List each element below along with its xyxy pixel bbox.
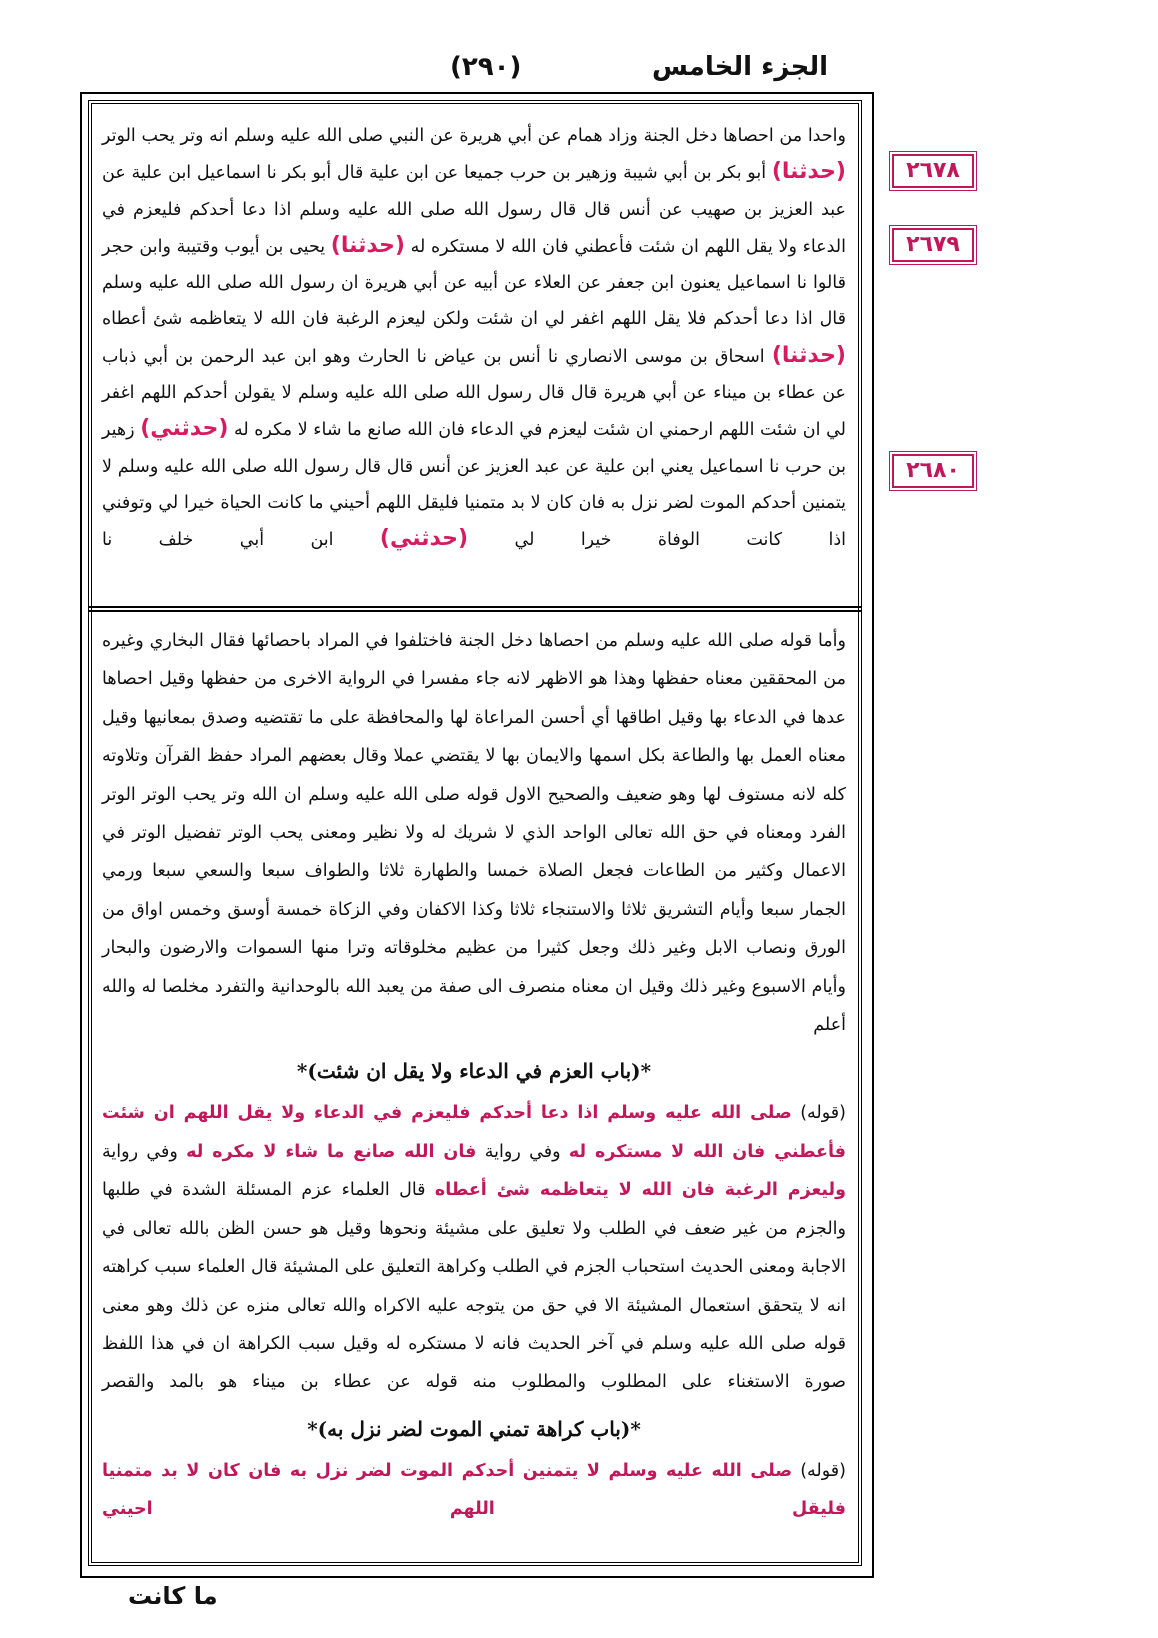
commentary-section [102,622,846,1552]
quoted-matn: فان الله صانع ما شاء لا مكره له [186,1141,477,1162]
main-text-section [102,118,846,596]
commentary-paragraph-3 [102,1452,846,1529]
page-section-title: الجزء الخامس [652,52,828,82]
quoted-matn: وليعزم الرغبة فان الله لا يتعاظمه شئ أعطاه [434,1180,846,1201]
haddathana-marker: (حدثنا) [330,232,405,258]
chapter-heading-2: *(باب كراهة تمني الموت لضر نزل به)* [307,1416,641,1441]
haddathana-marker: (حدثني) [379,526,469,552]
commentary-paragraph-2 [102,1094,846,1401]
main-text-run: ابن أبي خلف نا [102,530,380,551]
hadith-number-2679: ٢٦٧٩ [892,228,974,262]
haddathana-marker: (حدثنا) [771,342,846,368]
chapter-heading-1: *(باب العزم في الدعاء ولا يقل ان شئت)* [296,1059,652,1084]
page-number: (٢٩٠) [450,52,522,82]
footer-catchword: ما كانت [128,1582,218,1610]
qawluhu-label: (قوله) [791,1103,846,1124]
main-text-run: زهير بن حرب نا اسماعيل يعني ابن علية عن عبد العزيز عن أنس قال قال رسول الله صلى الله عليه وسلم لا يتمنين أحدكم الموت لضر نزل به فان كان لا بد متمنيا فليقل اللهم أحيني ما كانت الحياة خيرا لي وتوفني اذا كانت الوفاة خيرا لي [102,420,846,551]
quoted-matn: صلى الله عليه وسلم اذا دعا أحدكم فليعزم في الدعاء ولا يقل اللهم ان شئت فأعطني فان الله لا مستكره له [102,1103,847,1162]
hadith-number-2678: ٢٦٧٨ [892,154,974,188]
hadith-number-2680: ٢٦٨٠ [892,454,974,488]
haddathana-marker: (حدثني) [140,416,229,442]
commentary-run: وفي رواية [476,1141,569,1162]
commentary-paragraph-1: وأما قوله صلى الله عليه وسلم من احصاها دخل الجنة فاختلفوا في المراد باحصائها فقال البخاري وغيره من المحققين معناه حفظها وهذا هو الاظهر لانه جاء مفسرا في الرواية الاخرى من حفظها وقيل احصاها عدها في الدعاء بها وقيل اطاقها أي أحسن المراعاة لها والمحافظة على ما تقتضيه وصدق بمعانيها وقيل معناه العمل بها والطاعة بكل اسمها والايمان بها لا يقتضي عملا وقال بعضهم المراد حفظ القرآن وتلاوته كله لانه مستوف لها وهو ضعيف والصحيح الاول قوله صلى الله عليه وسلم ان الله وتر يحب الوتر الوتر الفرد ومعناه في حق الله تعالى الواحد الذي لا شريك له ولا نظير ومعنى يحب الوتر تفضيل الوتر في الاعمال وكثير من الطاعات فجعل الصلاة خمسا والطهارة ثلاثا والطواف سبعا والسعي سبعا ورمي الجمار سبعا وأيام التشريق ثلاثا والاستنجاء ثلاثا وكذا الاكفان وفي الزكاة خمسة أوسق وخمس اواق من الورق ونصاب الابل وغير ذلك وجعل كثيرا من عظيم مخلوقاته وترا منها السموات والارضون والبحار وأيام الاسبوع وغير ذلك وقيل ان معناه منصرف الى صفة من يعبد الله بالوحدانية والتفرد مخلصا له والله أعلم [102,631,846,1036]
haddathana-marker: (حدثنا) [771,159,846,185]
main-text-run: واحدا من احصاها دخل الجنة وزاد همام عن أبي هريرة عن النبي صلى الله عليه وسلم انه وتر يحب الوتر [102,126,846,146]
main-text-run: يحيى بن أيوب وقتيبة وابن حجر قالوا نا اسماعيل يعنون ابن جعفر عن العلاء عن أبيه عن أبي هريرة ان رسول الله صلى الله عليه وسلم قال اذا دعا أحدكم فلا يقل اللهم اغفر لي ان شئت ولكن ليعزم الرغبة فان الله لا يتعاظمه شئ أعطاه [102,236,846,330]
commentary-run: وفي رواية [102,1141,187,1162]
section-divider [88,606,862,612]
main-text-run: اسحاق بن موسى الانصاري نا أنس بن عياض نا الحارث وهو ابن عبد الرحمن بن أبي ذباب عن عطاء بن ميناء عن أبي هريرة قال قال رسول الله صلى الله عليه وسلم لا يقولن أحدكم اللهم اغفر لي ان شئت اللهم ارحمني ان شئت ليعزم في الدعاء فان الله صانع ما شاء لا مكره له [102,346,846,441]
qawluhu-label: (قوله) [792,1460,846,1481]
commentary-run: قال العلماء عزم المسئلة الشدة في طلبها والجزم من غير ضعف في الطلب ولا تعليق على مشيئة ونحوها وقيل هو حسن الظن بالله تعالى في الاجابة ومعنى الحديث استحباب الجزم في الطلب وكراهة التعليق على المشيئة قال العلماء سبب كراهته انه لا يتحقق استعمال المشيئة الا في حق من يتوجه عليه الاكراه والله تعالى منزه عن ذلك وهو معنى قوله صلى الله عليه وسلم في آخر الحديث فانه لا مستكره له وقيل سبب الكراهة ان في هذا اللفظ صورة الاستغناء على المطلوب والمطلوب منه قوله عن عطاء بن ميناء هو بالمد والقصر [102,1180,846,1393]
main-text-run: أبو بكر بن أبي شيبة وزهير بن حرب جميعا عن ابن علية قال أبو بكر نا اسماعيل ابن علية عن عبد العزيز بن صهيب عن أنس قال قال رسول الله صلى الله عليه وسلم اذا دعا أحدكم فليعزم في الدعاء ولا يقل اللهم ان شئت فأعطني فان الله لا مستكره له [102,163,846,257]
main-text [102,118,846,559]
quoted-matn: صلى الله عليه وسلم لا يتمنين أحدكم الموت لضر نزل به فان كان لا بد متمنيا فليقل اللهم احيني [102,1460,846,1520]
